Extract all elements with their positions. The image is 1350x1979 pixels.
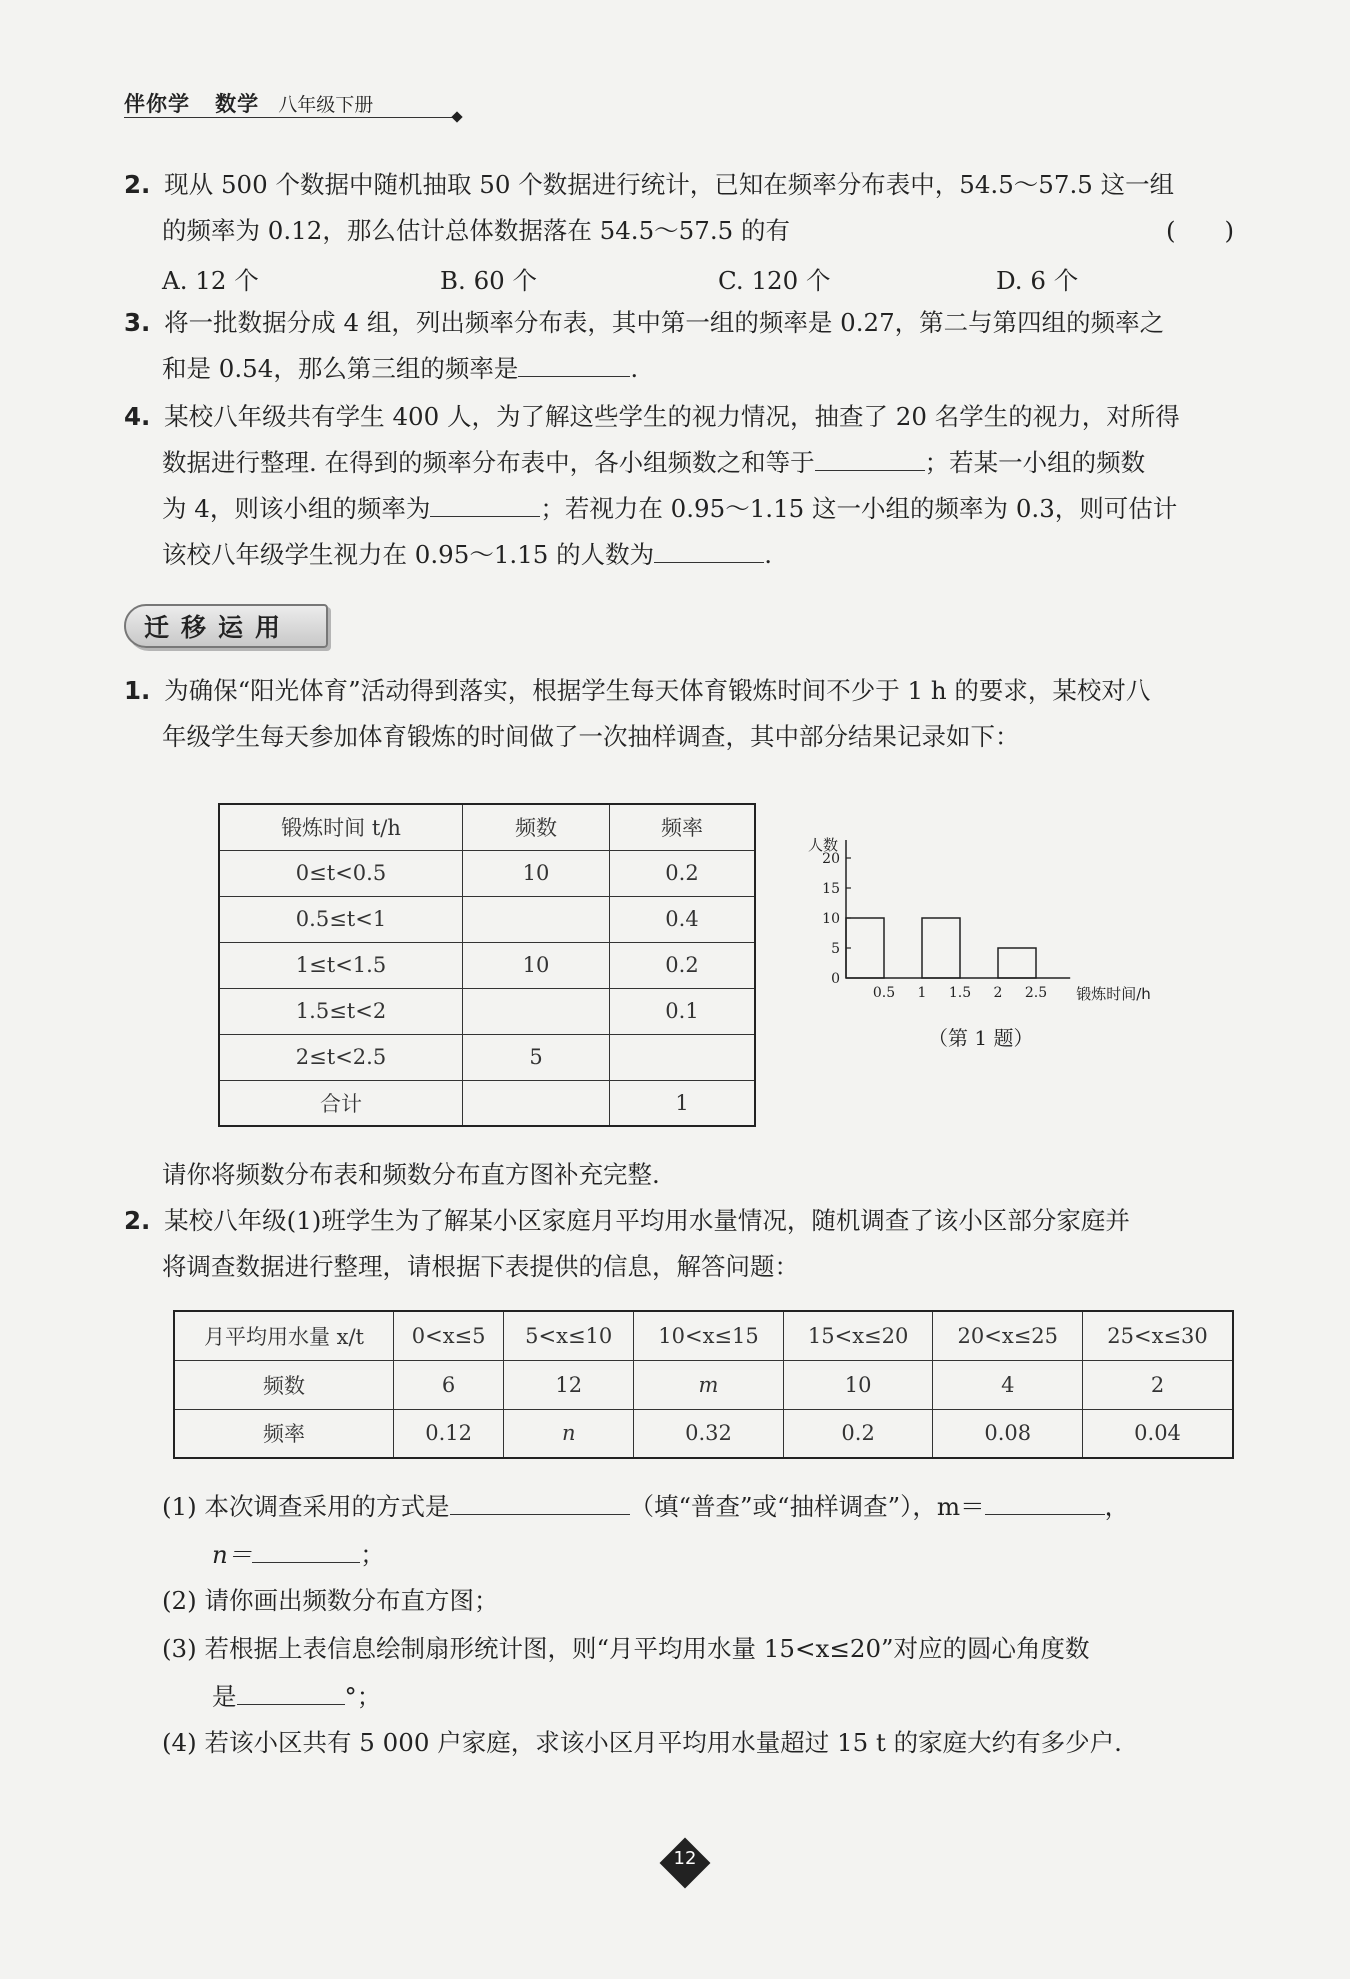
q3-line1: [124, 300, 1164, 346]
table-cell: 0.2: [783, 1409, 933, 1458]
table-cell: 0.04: [1083, 1409, 1233, 1458]
p2-blank-n[interactable]: [252, 1540, 360, 1563]
p1-line1: [124, 668, 1150, 714]
p2-sub1-text: (1) 本次调查采用的方式是: [162, 1492, 450, 1521]
q4-text-3a: 为 4，则该小组的频率为: [162, 494, 431, 523]
table-cell: 2: [1083, 1360, 1233, 1409]
table-cell: 25<x≤30: [1083, 1311, 1233, 1360]
q2-option-d: D. 6 个: [996, 266, 1079, 295]
p1-text-2: 年级学生每天参加体育锻炼的时间做了一次抽样调查，其中部分结果记录如下：: [162, 722, 1020, 751]
exercise-time-histogram: [796, 810, 1186, 1010]
q4-line3: [162, 486, 1177, 532]
p2-line2: [162, 1244, 799, 1290]
p2-sub1: [162, 1484, 1129, 1530]
q4-text-2a: 数据进行整理. 在得到的频率分布表中，各小组频数之和等于: [162, 448, 815, 477]
table-cell: 0.08: [933, 1409, 1083, 1458]
y-tick-label: 10: [822, 911, 840, 927]
exercise-time-table: [218, 803, 756, 1127]
table-row: [219, 942, 755, 988]
q2-number: 2.: [124, 170, 151, 199]
table-cell: 0.32: [634, 1409, 784, 1458]
p1-number: 1.: [124, 676, 151, 705]
q3-text-2: 和是 0.54，那么第三组的频率是: [162, 354, 519, 383]
table-row: [219, 1080, 755, 1126]
y-tick-label: 20: [822, 851, 840, 867]
p2-blank-m[interactable]: [985, 1492, 1105, 1515]
q4-blank-3[interactable]: [654, 540, 764, 563]
table-cell: 0.4: [610, 896, 756, 942]
table-cell: 0.1: [610, 988, 756, 1034]
p2-semicolon: ；: [360, 1540, 385, 1569]
p2-sub1-comma: ，: [1104, 1492, 1130, 1521]
th-time: 锻炼时间 t/h: [219, 804, 463, 850]
table-cell: 合计: [219, 1080, 463, 1126]
p2-sub3: (3) 若根据上表信息绘制扇形统计图，则“月平均用水量 15<x≤20”对应的圆心角度数: [162, 1634, 1090, 1663]
y-axis-label: 人数: [807, 836, 838, 854]
header-diamond-icon: [451, 111, 462, 122]
table-cell: 4: [933, 1360, 1083, 1409]
table-cell: 频数: [174, 1360, 394, 1409]
page-number: 12: [673, 1848, 697, 1869]
q2-option-b: B. 60 个: [440, 266, 538, 295]
p1-instruction: [162, 1152, 660, 1198]
section-title-tag: 迁移运用: [124, 604, 328, 648]
table-cell: 0.12: [394, 1409, 504, 1458]
q3-number: 3.: [124, 308, 151, 337]
histogram-bar: [998, 948, 1036, 978]
q2-option-c: C. 120 个: [718, 266, 831, 295]
table-cell: 2≤t<2.5: [219, 1034, 463, 1080]
table-cell: 5: [463, 1034, 610, 1080]
table-cell: m: [634, 1360, 784, 1409]
table-cell: 0.5≤t<1: [219, 896, 463, 942]
q4-text-3b: ；若视力在 0.95～1.15 这一小组的频率为 0.3，则可估计: [540, 494, 1178, 523]
table-cell: 10: [463, 942, 610, 988]
table-cell: [463, 1080, 610, 1126]
p2-blank-method[interactable]: [450, 1492, 630, 1515]
p1-line2: [162, 714, 1020, 760]
running-header: [124, 88, 373, 118]
table-row: [174, 1409, 1233, 1458]
table-cell: 15<x≤20: [783, 1311, 933, 1360]
table-cell: 10: [463, 850, 610, 896]
table-cell-blank[interactable]: [610, 1034, 756, 1080]
table-row: [219, 850, 755, 896]
table-row: [174, 1311, 1233, 1360]
table-cell: 1: [610, 1080, 756, 1126]
p2-degree: °；: [344, 1682, 382, 1711]
header-subject: 数学: [215, 92, 260, 116]
p1-text-1: 为确保“阳光体育”活动得到落实，根据学生每天体育锻炼时间不少于 1 h 的要求，某校对八: [164, 676, 1151, 705]
q2-answer-paren: ( ): [1166, 216, 1235, 245]
q4-line4: [162, 532, 772, 578]
p2-text-2: 将调查数据进行整理，请根据下表提供的信息，解答问题：: [162, 1252, 799, 1281]
table-cell: 1.5≤t<2: [219, 988, 463, 1034]
table-cell: 0.2: [610, 850, 756, 896]
q4-blank-2[interactable]: [430, 494, 540, 517]
x-tick-label: 1.5: [948, 985, 972, 1001]
q4-text-4b: .: [764, 540, 772, 569]
p2-blank-angle[interactable]: [237, 1682, 345, 1705]
q2-option-a: A. 12 个: [162, 266, 259, 295]
q4-text-2b: ；若某一小组的频数: [924, 448, 1146, 477]
chart-caption: （第 1 题）: [928, 1026, 1034, 1050]
q4-line2: [162, 440, 1145, 486]
x-tick-label: 0.5: [872, 985, 896, 1001]
p2-sub1-hint: （填“普查”或“抽样调查”），m＝: [629, 1492, 985, 1521]
table-row: [174, 1360, 1233, 1409]
table-cell: n: [504, 1409, 634, 1458]
table-cell: 5<x≤10: [504, 1311, 634, 1360]
y-tick-label: 5: [831, 941, 840, 957]
q4-text-4a: 该校八年级学生视力在 0.95～1.15 的人数为: [162, 540, 655, 569]
p2-sub3-shi: 是: [212, 1682, 237, 1711]
p2-line1: [124, 1198, 1130, 1244]
table-row: [219, 1034, 755, 1080]
table-cell: 0.2: [610, 942, 756, 988]
q4-text-1: 某校八年级共有学生 400 人，为了解这些学生的视力情况，抽查了 20 名学生的视力，对所得: [164, 402, 1180, 431]
p2-sub1-cont: [212, 1532, 385, 1578]
table-cell: 10<x≤15: [634, 1311, 784, 1360]
table-cell: 6: [394, 1360, 504, 1409]
q2-text-1: 现从 500 个数据中随机抽取 50 个数据进行统计，已知在频率分布表中，54.5～57.5 这一组: [164, 170, 1175, 199]
table-cell: 月平均用水量 x/t: [174, 1311, 394, 1360]
q2-text-2: 的频率为 0.12，那么估计总体数据落在 54.5～57.5 的有: [162, 216, 791, 245]
header-grade: 八年级下册: [278, 94, 374, 116]
table-cell-blank[interactable]: [463, 896, 610, 942]
th-frequency: 频数: [463, 804, 610, 850]
table-row: [219, 896, 755, 942]
q3-blank[interactable]: [518, 354, 630, 377]
table-cell: 频率: [174, 1409, 394, 1458]
x-axis-label: 锻炼时间/h: [1076, 985, 1151, 1003]
th-rate: 频率: [610, 804, 756, 850]
q3-period: .: [630, 354, 639, 383]
table-cell: 0<x≤5: [394, 1311, 504, 1360]
y-tick-label: 15: [822, 881, 840, 897]
p2-text-1: 某校八年级(1)班学生为了解某小区家庭月平均用水量情况，随机调查了该小区部分家庭并: [164, 1206, 1130, 1235]
y-tick-label: 0: [831, 971, 840, 987]
water-usage-table: [173, 1310, 1234, 1459]
table-row: [219, 988, 755, 1034]
table-cell: 20<x≤25: [933, 1311, 1083, 1360]
q4-line1: [124, 394, 1180, 440]
histogram-bar: [922, 918, 960, 978]
histogram-bar: [846, 918, 884, 978]
x-tick-label: 2: [993, 985, 1003, 1001]
table-cell: 1≤t<1.5: [219, 942, 463, 988]
q4-blank-1[interactable]: [815, 448, 925, 471]
x-tick-label: 1: [917, 985, 927, 1001]
q3-text-1: 将一批数据分成 4 组，列出频率分布表，其中第一组的频率是 0.27，第二与第四组的频率之: [164, 308, 1165, 337]
p2-sub3-cont: [212, 1674, 381, 1720]
p2-sub2: (2) 请你画出频数分布直方图；: [162, 1586, 499, 1615]
header-rule: [124, 117, 456, 118]
q3-line2: [162, 346, 638, 392]
q4-number: 4.: [124, 402, 151, 431]
q2-line1: [124, 162, 1174, 208]
p2-sub4: (4) 若该小区共有 5 000 户家庭，求该小区月平均用水量超过 15 t 的家庭大约有多少户.: [162, 1728, 1122, 1757]
header-brand: 伴你学: [124, 92, 190, 116]
q2-line2: [162, 208, 790, 254]
p2-number: 2.: [124, 1206, 151, 1235]
table-cell: 12: [504, 1360, 634, 1409]
table-cell-blank[interactable]: [463, 988, 610, 1034]
p2-n-label: n＝: [212, 1540, 253, 1569]
table-cell: 0≤t<0.5: [219, 850, 463, 896]
table-cell: 10: [783, 1360, 933, 1409]
x-tick-label: 2.5: [1024, 985, 1048, 1001]
p1-footer-text: 请你将频数分布表和频数分布直方图补充完整.: [162, 1160, 660, 1189]
